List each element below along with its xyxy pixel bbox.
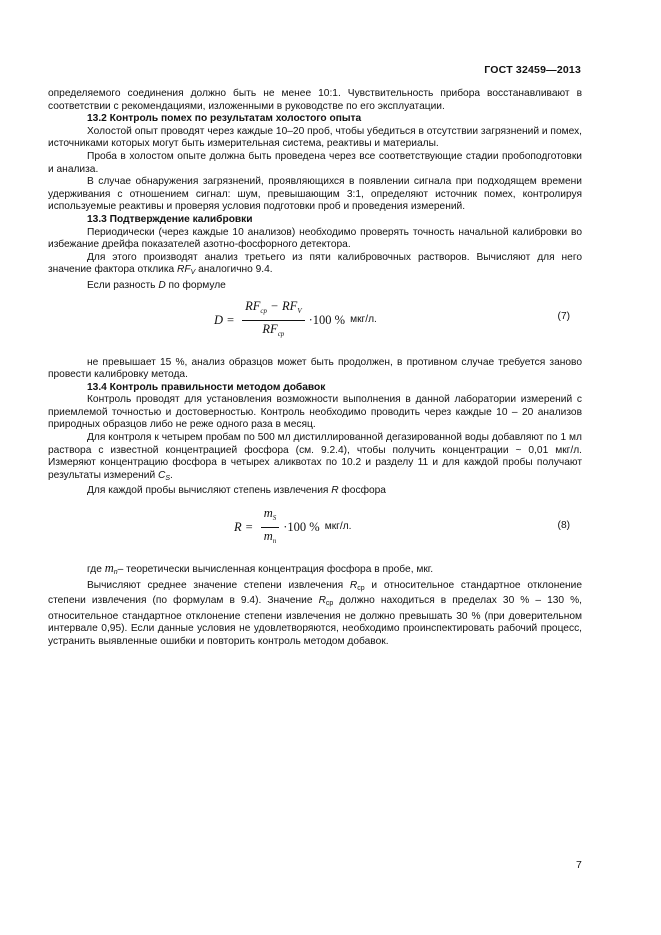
subscript: n [272, 536, 277, 545]
paragraph [48, 485, 582, 498]
formula-8-expression [234, 506, 351, 548]
text-run: Для каждой пробы вычисляют степень извлечения [87, 485, 332, 497]
symbol-r: R [331, 485, 339, 497]
fraction-denominator [262, 321, 284, 341]
symbol-m: m [104, 561, 114, 576]
fraction-denominator [264, 528, 277, 548]
paragraph: Контроль проводят для установления возможности выполнения в данной лаборатории измерений с приемлемой точностью и достоверностью. Контроль необходимо проводить через каждые 10 – 20 анализов природных образцов либо не реже одного раза в месяц. [48, 394, 582, 431]
document-code: ГОСТ 32459—2013 [484, 64, 581, 76]
text-run: и относительное стандартное отклонение степени извлечения (по формулам в 9.4). Значение [48, 579, 583, 607]
symbol-r: R [318, 595, 326, 607]
paragraph [48, 252, 582, 280]
term: m [263, 528, 273, 543]
term: RF [282, 299, 298, 314]
fraction-numerator [261, 507, 280, 528]
document-body [48, 88, 582, 649]
paragraph: Периодически (через каждые 10 анализов) необходимо проверять точность начальной калибровки во избежание дрейфа показателей азотно-фосфорного детектора. [48, 226, 582, 251]
fraction-numerator [242, 300, 305, 321]
formula-lhs: D [214, 313, 224, 328]
paragraph [48, 280, 582, 293]
section-heading-13-4: 13.4 Контроль правильности методом добавок [87, 381, 326, 393]
paragraph [48, 580, 582, 649]
subscript: ср [277, 330, 285, 338]
text-run: Если разность [87, 279, 159, 291]
formula-equals: = [227, 313, 235, 328]
text-run: – теоретически вычисленная концентрация фосфора в пробе, мкг. [117, 564, 434, 576]
paragraph: В случае обнаружения загрязнений, проявляющихся в появлении сигнала при подходящем времени удерживания с отношением сигнал: шум, превышающим 3:1, определяют источник помех, контролируя используемые реактивы и проверяя условия подготовки проб и проведения измерений. [48, 176, 582, 213]
formula-fraction [261, 507, 280, 547]
page-number: 7 [576, 859, 582, 871]
formula-equals: = [245, 519, 253, 534]
text-run: где [87, 564, 105, 576]
formula-multiplier: ·100 % [308, 313, 346, 328]
symbol-subscript-s: S [165, 474, 171, 482]
term: RF [262, 322, 278, 336]
paragraph: Проба в холостом опыте должна быть проведена через все соответствующие стадии пробоподготовки и анализа. [48, 150, 582, 175]
text-run: Вычисляют среднее значение степени извлечения [87, 579, 350, 591]
text-run: фосфора [338, 485, 386, 497]
text-run: Для контроля к четырем пробам по 500 мл дистиллированной дегазированной воды добавляют по 1 мл раствора с известной концентрацией фосфора (см. 9.2.4), чтобы получить концентрации ~ 0,01 мкг/л. Измеряют концентрацию фосфора в четырех аликвотах по 10.2 и разделу 11 и для каждой пробы получают результаты измерений [48, 432, 582, 481]
symbol-subscript-cp: ср [325, 600, 334, 608]
text-run: должно находиться в пределах 30 % – 130 %, относительное стандартное отклонение степени извлечения не должно превышать 30 % (при доверительном интервале 0,95). Если данные условия не удовлетворяются, необходимо проинспектировать рабочий процесс, устранить выявленные ошибки и повторить контроль методом добавок. [48, 595, 582, 647]
formula-7 [48, 297, 582, 349]
formula-number: (8) [557, 520, 570, 532]
formula-multiplier: ·100 % [283, 519, 320, 534]
symbol-subscript-v: V [190, 269, 196, 277]
symbol-subscript-cp: ср [357, 584, 365, 592]
term: m [263, 505, 273, 520]
section-heading-13-2: 13.2 Контроль помех по результатам холостого опыта [87, 113, 362, 125]
minus-sign: − [270, 299, 279, 314]
paragraph: определяемого соединения должно быть не менее 10:1. Чувствительность прибора восстанавливают в соответствии с рекомендациями, изложенными в руководстве по его эксплуатации. [48, 88, 582, 112]
where-clause [48, 562, 582, 580]
formula-number: (7) [557, 310, 570, 322]
formula-fraction [242, 300, 305, 340]
formula-unit: мкг/л. [350, 314, 377, 326]
subscript: ср [260, 307, 267, 316]
paragraph [48, 432, 582, 485]
text-run: Для этого производят анализ третьего из пяти калибровочных растворов. Вычисляют для него значение фактора отклика [48, 251, 582, 276]
formula-8 [48, 506, 582, 552]
formula-unit: мкг/л. [324, 520, 352, 532]
paragraph: не превышает 15 %, анализ образцов может быть продолжен, в противном случае требуется заново провести калибровку метода. [48, 356, 582, 381]
text-run: по формуле [165, 279, 226, 291]
formula-lhs: R [234, 519, 242, 534]
text-run: . [170, 469, 173, 481]
term: RF [245, 299, 261, 314]
subscript: S [272, 513, 277, 522]
symbol-subscript-n: n [113, 569, 118, 577]
section-heading-13-3: 13.3 Подтверждение калибровки [87, 213, 253, 225]
symbol-rf: RF [177, 264, 191, 276]
symbol-r: R [349, 579, 358, 591]
paragraph: Холостой опыт проводят через каждые 10–20 проб, чтобы убедиться в отсутствии загрязнений и помех, источниками которых могут быть измерительная система, реактивы и материалы. [48, 125, 582, 150]
text-run: аналогично 9.4. [195, 264, 273, 276]
subscript: V [297, 307, 302, 316]
symbol-d: D [158, 279, 166, 291]
symbol-c: C [158, 469, 166, 481]
formula-7-expression [214, 297, 377, 345]
